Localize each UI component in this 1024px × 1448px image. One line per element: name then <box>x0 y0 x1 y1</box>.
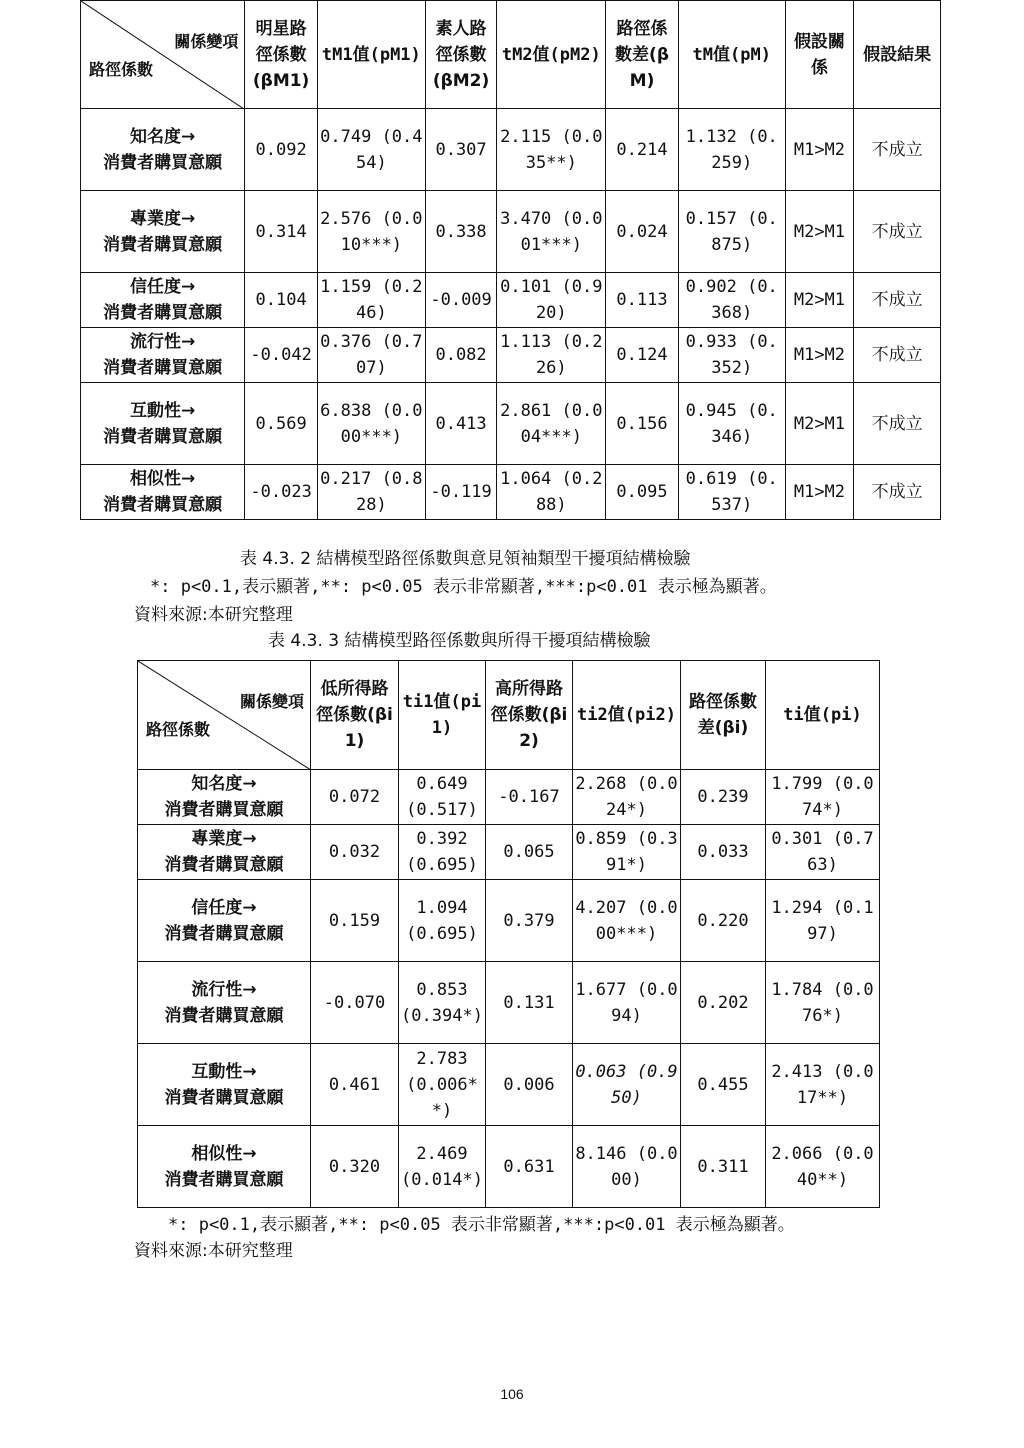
table-cell: 0.072 <box>311 770 399 825</box>
row-label: 相似性→ 消費者購買意願 <box>138 1126 311 1208</box>
table-cell: 不成立 <box>854 383 941 465</box>
source-note-1: 資料來源:本研究整理 <box>134 605 293 625</box>
table-cell: 0.631 <box>486 1126 573 1208</box>
header-cell: tM1值(pM1) <box>317 1 425 109</box>
table-cell: 8.146 (0.000) <box>573 1126 681 1208</box>
table-cell: 0.307 <box>425 109 497 191</box>
table-cell: 2.469 (0.014*) <box>399 1126 486 1208</box>
table-cell: 0.124 <box>606 328 679 383</box>
table-row <box>138 1126 880 1208</box>
table-cell: 0.214 <box>606 109 679 191</box>
table-cell: 1.094 (0.695) <box>399 880 486 962</box>
table-cell: 0.413 <box>425 383 497 465</box>
diagonal-header-cell <box>81 1 245 109</box>
table-cell: 1.677 (0.094) <box>573 962 681 1044</box>
row-label: 流行性→ 消費者購買意願 <box>81 328 245 383</box>
table-cell: 不成立 <box>854 465 941 520</box>
header-cell: 低所得路徑係數(βi1) <box>311 661 399 770</box>
table-cell: 4.207 (0.000***) <box>573 880 681 962</box>
header-cell: 路徑係數差(βi) <box>681 661 766 770</box>
row-label: 信任度→ 消費者購買意願 <box>81 273 245 328</box>
table-cell: 0.156 <box>606 383 679 465</box>
table-cell: 0.104 <box>245 273 318 328</box>
row-label: 專業度→ 消費者購買意願 <box>138 825 311 880</box>
table-cell: 3.470 (0.001***) <box>497 191 606 273</box>
table-header-row <box>81 1 941 109</box>
row-label: 知名度→ 消費者購買意願 <box>81 109 245 191</box>
corner-bottom-label: 路徑係數 <box>146 720 211 739</box>
table-row <box>81 191 941 273</box>
table-cell: 0.301 (0.763) <box>766 825 880 880</box>
row-label: 相似性→ 消費者購買意願 <box>81 465 245 520</box>
table-cell: 2.115 (0.035**) <box>497 109 606 191</box>
table-cell: 1.799 (0.074*) <box>766 770 880 825</box>
table-cell: 0.314 <box>245 191 318 273</box>
diagonal-line <box>138 661 311 770</box>
table-row <box>81 109 941 191</box>
table-cell: 0.159 <box>311 880 399 962</box>
table-cell: 0.024 <box>606 191 679 273</box>
table-cell: 不成立 <box>854 328 941 383</box>
header-cell: 素人路徑係數(βM2) <box>425 1 497 109</box>
table-cell: 0.095 <box>606 465 679 520</box>
table-cell: 0.379 <box>486 880 573 962</box>
table-row <box>138 1044 880 1126</box>
table-cell: 0.338 <box>425 191 497 273</box>
table-row <box>138 825 880 880</box>
significance-note-2: *: p<0.1,表示顯著,**: p<0.05 表示非常顯著,***:p<0.01 表示極為顯著。 <box>168 1215 795 1235</box>
table-cell: 2.783 (0.006**) <box>399 1044 486 1126</box>
header-cell: tM2值(pM2) <box>497 1 606 109</box>
table-cell: 2.268 (0.024*) <box>573 770 681 825</box>
table-cell: 0.902 (0.368) <box>678 273 785 328</box>
table-caption-2: 表 4.3. 3 結構模型路徑係數與所得干擾項結構檢驗 <box>268 631 651 651</box>
table-cell: 0.092 <box>245 109 318 191</box>
row-label: 流行性→ 消費者購買意願 <box>138 962 311 1044</box>
table-header-row <box>138 661 880 770</box>
table-cell: 0.859 (0.391*) <box>573 825 681 880</box>
table-cell: 1.294 (0.197) <box>766 880 880 962</box>
source-note-2: 資料來源:本研究整理 <box>134 1241 293 1261</box>
row-label: 信任度→ 消費者購買意願 <box>138 880 311 962</box>
table-income-moderation <box>137 660 880 1208</box>
table-cell: 6.838 (0.000***) <box>317 383 425 465</box>
table-row <box>81 465 941 520</box>
table-cell: 0.157 (0.875) <box>678 191 785 273</box>
row-label: 互動性→ 消費者購買意願 <box>81 383 245 465</box>
header-cell: ti值(pi) <box>766 661 880 770</box>
table-row <box>138 770 880 825</box>
table-row <box>81 273 941 328</box>
table-cell: 0.853 (0.394*) <box>399 962 486 1044</box>
table-cell: 0.065 <box>486 825 573 880</box>
header-cell: 假設結果 <box>854 1 941 109</box>
page-number: 106 <box>500 1386 524 1402</box>
table-cell: 0.455 <box>681 1044 766 1126</box>
table-cell: 不成立 <box>854 109 941 191</box>
table-cell: 0.649 (0.517) <box>399 770 486 825</box>
header-cell: ti2值(pi2) <box>573 661 681 770</box>
table-cell: 0.101 (0.920) <box>497 273 606 328</box>
table-cell: 1.132 (0.259) <box>678 109 785 191</box>
diagonal-header-cell <box>138 661 311 770</box>
table-cell: 不成立 <box>854 191 941 273</box>
row-label: 互動性→ 消費者購買意願 <box>138 1044 311 1126</box>
table-cell: M1>M2 <box>785 328 854 383</box>
table-row <box>81 328 941 383</box>
header-cell: 路徑係數差(βM) <box>606 1 679 109</box>
header-cell: 明星路徑係數(βM1) <box>245 1 318 109</box>
table-cell: 0.569 <box>245 383 318 465</box>
table-cell: -0.023 <box>245 465 318 520</box>
table-cell: 0.033 <box>681 825 766 880</box>
table-cell: 1.064 (0.288) <box>497 465 606 520</box>
corner-top-label: 關係變項 <box>174 32 239 51</box>
header-cell: 假設關係 <box>785 1 854 109</box>
corner-bottom-label: 路徑係數 <box>89 60 154 79</box>
table-cell: 1.113 (0.226) <box>497 328 606 383</box>
table-row <box>81 383 941 465</box>
table-cell: 0.311 <box>681 1126 766 1208</box>
table-cell: M1>M2 <box>785 109 854 191</box>
table-row <box>138 962 880 1044</box>
table-cell: M1>M2 <box>785 465 854 520</box>
table-cell: 2.066 (0.040**) <box>766 1126 880 1208</box>
table-cell: 0.749 (0.454) <box>317 109 425 191</box>
table-cell: -0.042 <box>245 328 318 383</box>
row-label: 知名度→ 消費者購買意願 <box>138 770 311 825</box>
table-cell: 不成立 <box>854 273 941 328</box>
table-opinion-leader-moderation <box>80 0 941 520</box>
table-cell: 0.113 <box>606 273 679 328</box>
table-cell: 0.239 <box>681 770 766 825</box>
table-cell: 0.063 (0.950) <box>573 1044 681 1126</box>
table-cell: 0.376 (0.707) <box>317 328 425 383</box>
table-cell: -0.167 <box>486 770 573 825</box>
table-cell: 0.082 <box>425 328 497 383</box>
table-cell: 0.933 (0.352) <box>678 328 785 383</box>
table-cell: M2>M1 <box>785 273 854 328</box>
header-cell: 高所得路徑係數(βi2) <box>486 661 573 770</box>
table-cell: 1.784 (0.076*) <box>766 962 880 1044</box>
corner-top-label: 關係變項 <box>239 692 304 711</box>
row-label: 專業度→ 消費者購買意願 <box>81 191 245 273</box>
table-cell: 0.006 <box>486 1044 573 1126</box>
significance-note-1: *: p<0.1,表示顯著,**: p<0.05 表示非常顯著,***:p<0.01 表示極為顯著。 <box>150 577 777 597</box>
table-cell: 2.413 (0.017**) <box>766 1044 880 1126</box>
table-cell: 0.217 (0.828) <box>317 465 425 520</box>
table-caption-1: 表 4.3. 2 結構模型路徑係數與意見領袖類型干擾項結構檢驗 <box>240 549 691 569</box>
header-cell: ti1值(pi1) <box>399 661 486 770</box>
table-row <box>138 880 880 962</box>
table-cell: 0.220 <box>681 880 766 962</box>
table-cell: 0.032 <box>311 825 399 880</box>
table-cell: 2.576 (0.010***) <box>317 191 425 273</box>
table-cell: 0.131 <box>486 962 573 1044</box>
table-cell: 0.320 <box>311 1126 399 1208</box>
table-cell: M2>M1 <box>785 383 854 465</box>
table-cell: 0.202 <box>681 962 766 1044</box>
table-cell: -0.070 <box>311 962 399 1044</box>
table-cell: M2>M1 <box>785 191 854 273</box>
table-cell: -0.119 <box>425 465 497 520</box>
table-cell: 1.159 (0.246) <box>317 273 425 328</box>
header-cell: tM值(pM) <box>678 1 785 109</box>
table-cell: 0.619 (0.537) <box>678 465 785 520</box>
table-cell: -0.009 <box>425 273 497 328</box>
table-cell: 0.945 (0.346) <box>678 383 785 465</box>
table-cell: 2.861 (0.004***) <box>497 383 606 465</box>
table-cell: 0.392 (0.695) <box>399 825 486 880</box>
table-cell: 0.461 <box>311 1044 399 1126</box>
